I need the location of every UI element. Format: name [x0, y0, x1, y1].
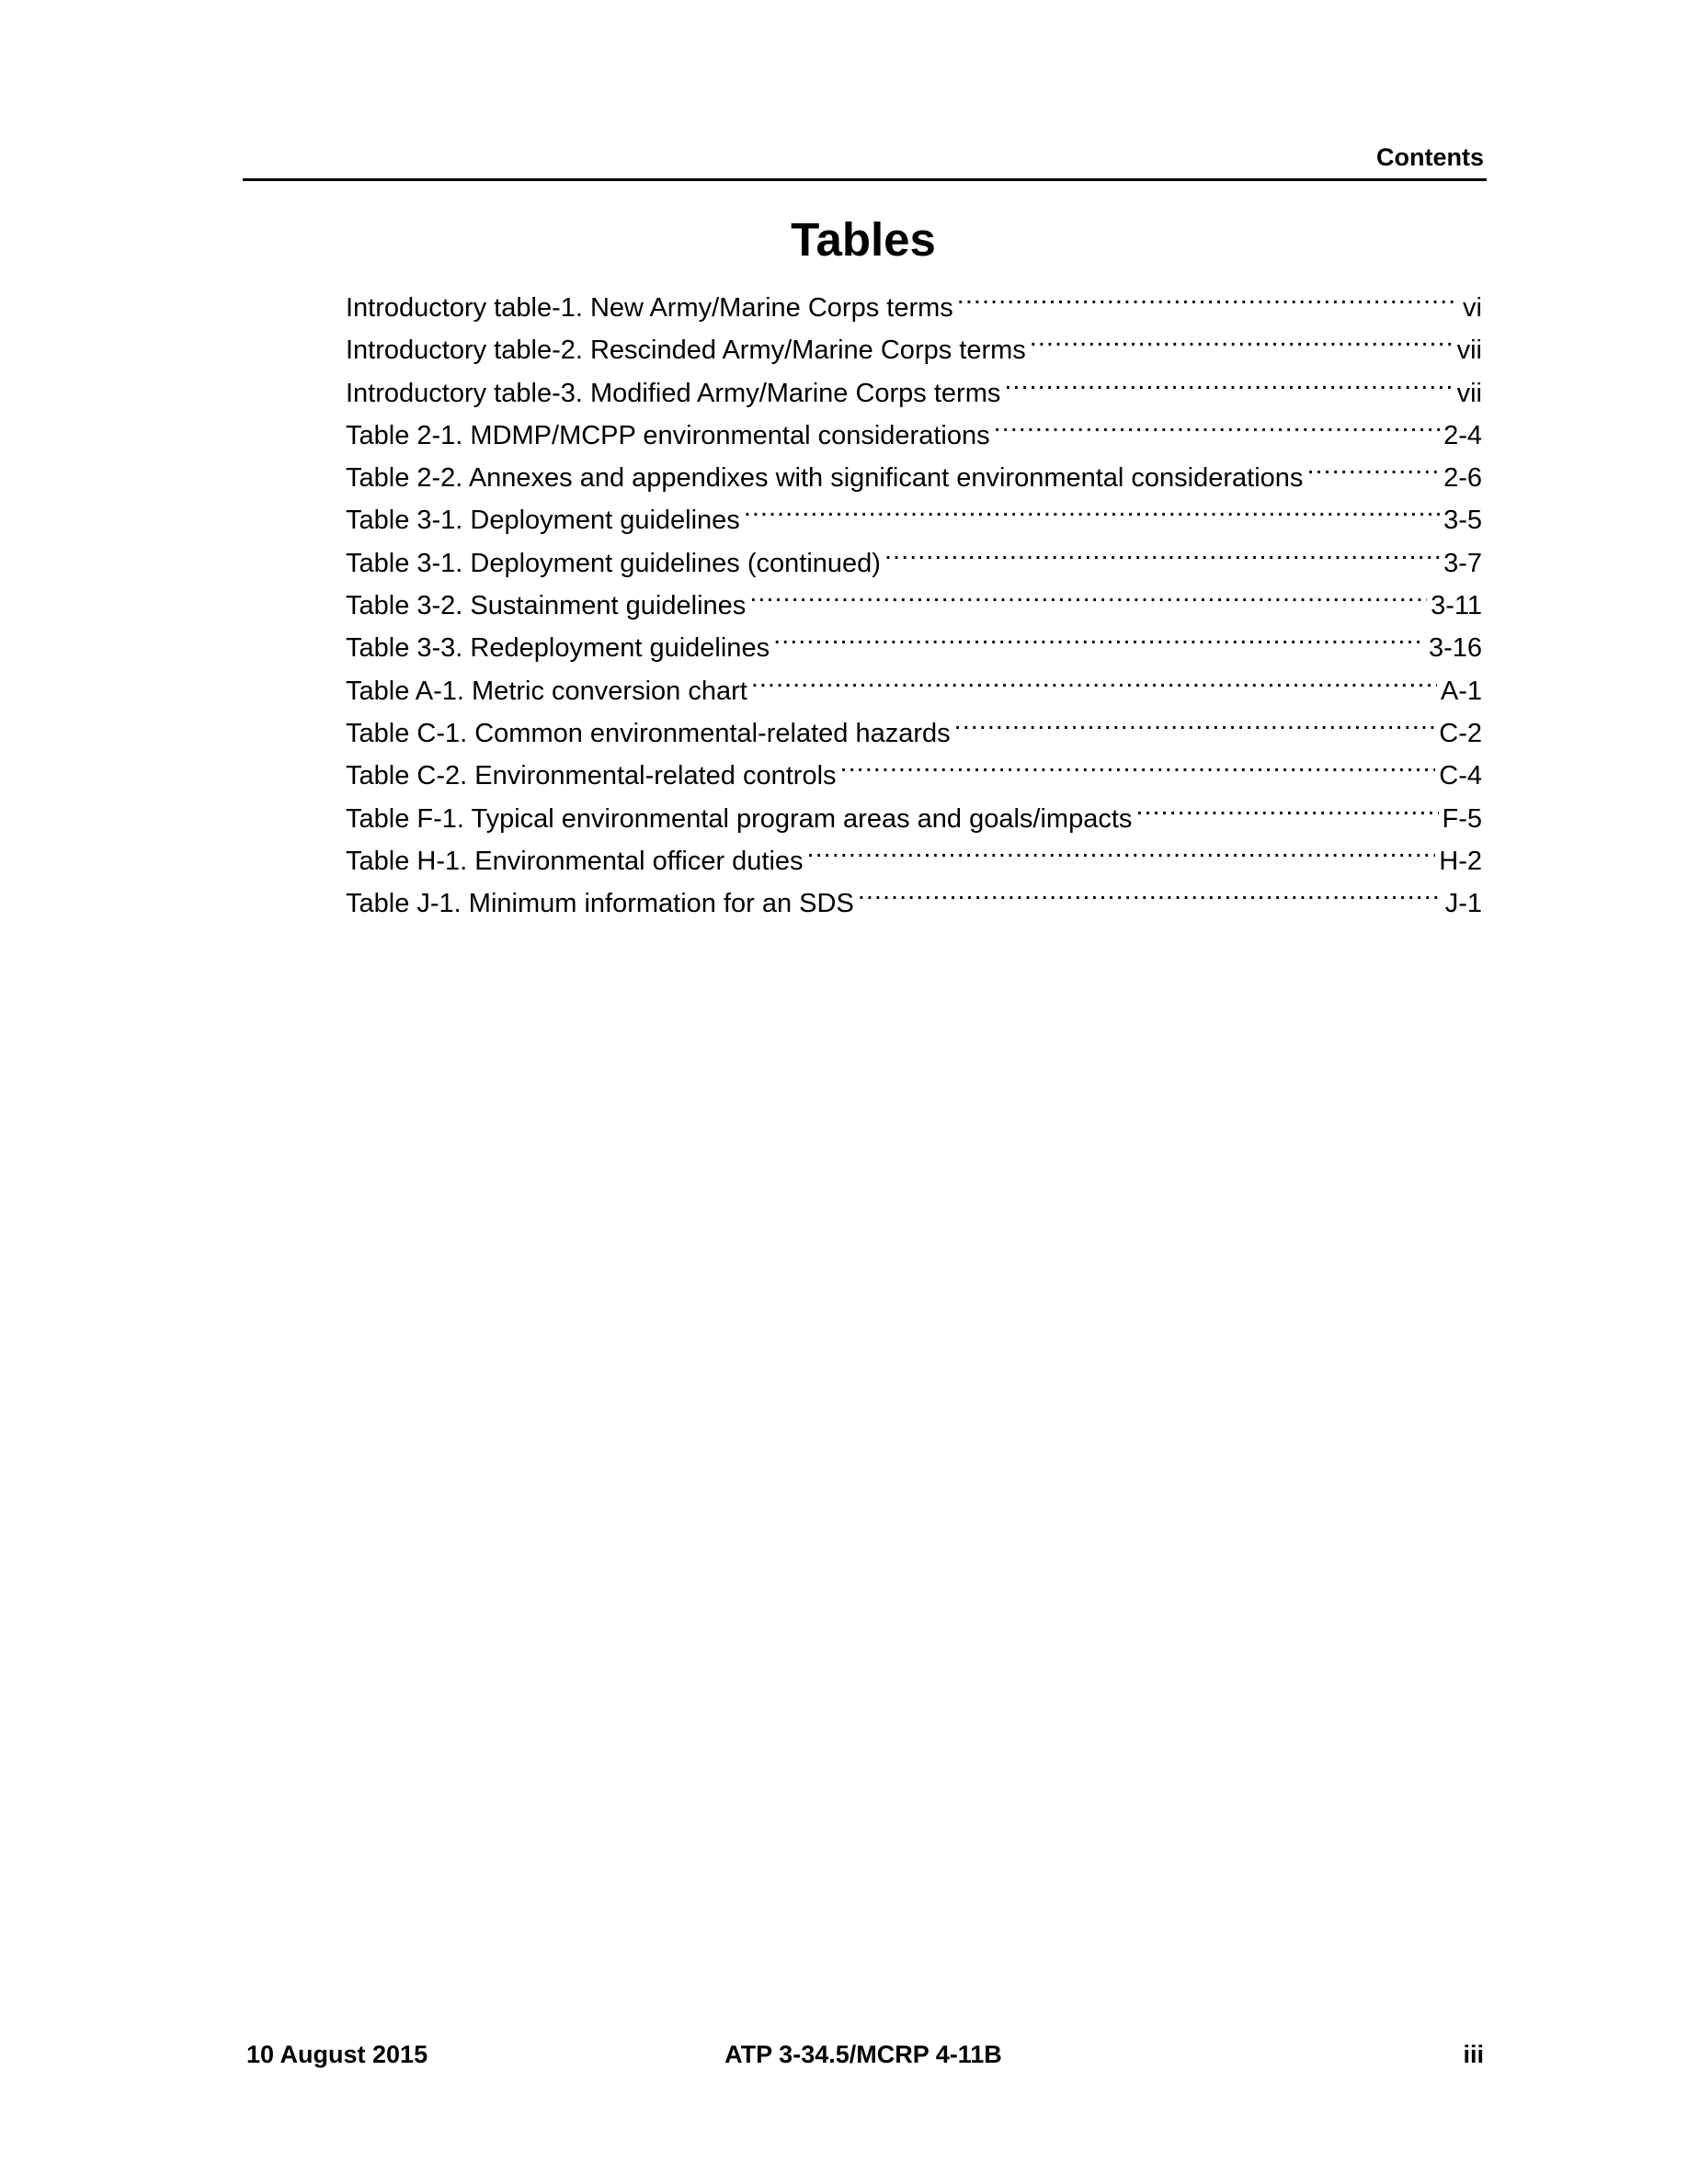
toc-entry-label: Table 3-3. Redeployment guidelines [346, 633, 770, 664]
toc-entry-page: 2-6 [1443, 463, 1482, 494]
toc-entry-page: 3-11 [1431, 591, 1482, 621]
dot-leader [840, 742, 1436, 784]
page-title: Tables [791, 213, 936, 266]
toc-entry-label: Table H-1. Environmental officer duties [346, 846, 804, 876]
dot-leader [1004, 359, 1453, 402]
dot-leader [957, 274, 1459, 316]
toc-entry-label: Table 2-2. Annexes and appendixes with significant environmental considerations [346, 463, 1304, 494]
footer-date: 10 August 2015 [246, 2041, 428, 2068]
dot-leader [954, 700, 1436, 742]
toc-entry-label: Introductory table-3. Modified Army/Marine Corps terms [346, 378, 1001, 408]
dot-leader [884, 529, 1440, 572]
running-header-title: Contents [1376, 143, 1484, 171]
dot-leader [749, 572, 1427, 614]
toc-entry-page: 3-5 [1443, 506, 1482, 536]
toc-entry-page: H-2 [1439, 846, 1482, 876]
dot-leader [858, 870, 1442, 912]
toc-entry-page: vii [1456, 378, 1482, 408]
toc-entry-page: F-5 [1442, 803, 1482, 834]
toc-entry-label: Table 2-1. MDMP/MCPP environmental considerations [346, 420, 990, 450]
toc-entry-page: A-1 [1440, 676, 1482, 706]
dot-leader [807, 827, 1436, 870]
dot-leader [994, 402, 1440, 444]
tables-list [346, 274, 1482, 919]
toc-entry-page: 3-7 [1443, 548, 1482, 578]
toc-entry-page: 2-4 [1443, 420, 1482, 450]
footer-page-number: iii [1463, 2041, 1484, 2068]
toc-entry-label: Table C-1. Common environmental-related hazards [346, 718, 951, 748]
dot-leader [1030, 316, 1454, 358]
toc-entry-page: 3-16 [1428, 633, 1482, 664]
toc-entry-label: Table F-1. Typical environmental program areas and goals/impacts [346, 803, 1133, 834]
dot-leader [1135, 785, 1438, 827]
toc-entry-label: Table 3-2. Sustainment guidelines [346, 591, 747, 621]
toc-entry-label: Table 3-1. Deployment guidelines [346, 506, 740, 536]
toc-entry-label: Table C-2. Environmental-related controls [346, 761, 837, 791]
toc-entry-label: Table A-1. Metric conversion chart [346, 676, 747, 706]
page-footer [243, 2041, 1484, 2074]
header-rule [243, 178, 1487, 181]
toc-entry-label: Introductory table-2. Rescinded Army/Marine Corps terms [346, 336, 1026, 366]
toc-entry-label: Introductory table-1. New Army/Marine Corps terms [346, 293, 953, 323]
toc-entry[interactable] [346, 274, 1482, 323]
toc-entry-page: C-2 [1439, 718, 1482, 748]
toc-entry-label: Table J-1. Minimum information for an SDS [346, 889, 854, 919]
footer-publication-number: ATP 3-34.5/MCRP 4-11B [724, 2041, 1002, 2068]
toc-entry-page: vi [1463, 293, 1482, 323]
toc-entry-label: Table 3-1. Deployment guidelines (continued) [346, 548, 881, 578]
dot-leader [773, 614, 1425, 656]
dot-leader [1306, 444, 1440, 486]
dot-leader [751, 657, 1437, 700]
toc-entry-page: vii [1456, 336, 1482, 366]
toc-entry-page: J-1 [1444, 889, 1482, 919]
dot-leader [744, 486, 1440, 529]
toc-entry-page: C-4 [1439, 761, 1482, 791]
